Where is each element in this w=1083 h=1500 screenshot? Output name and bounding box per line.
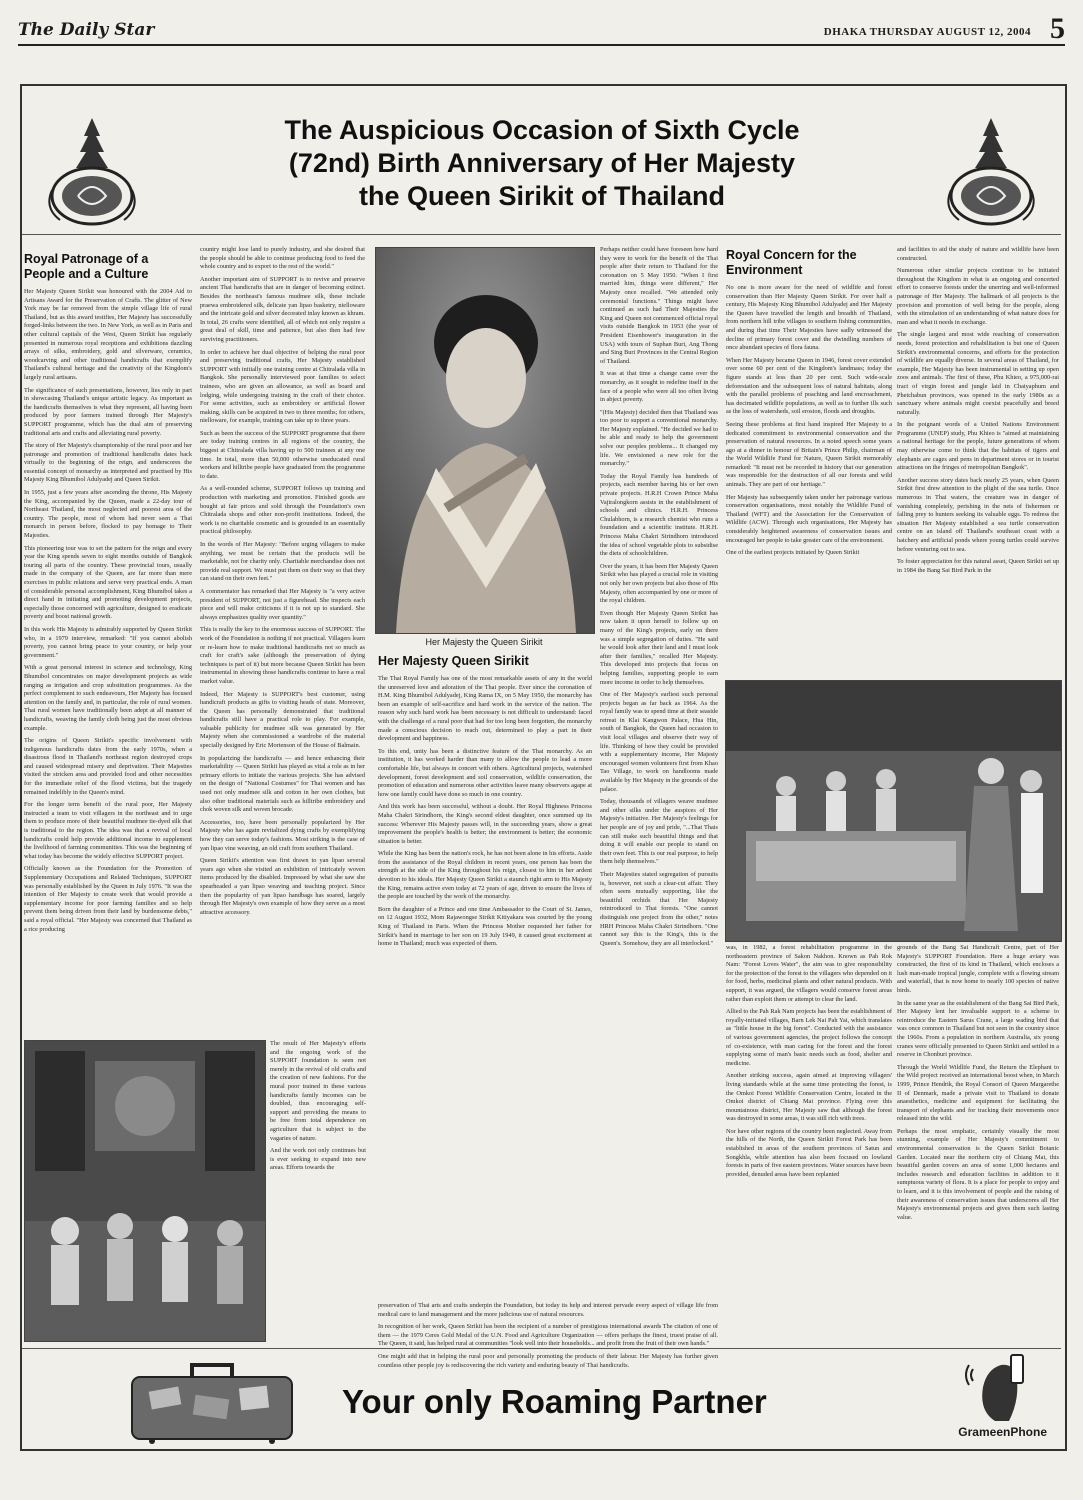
- section-title: Royal Concern for the Environment: [726, 248, 857, 277]
- exhibition-scene-icon: [726, 681, 1061, 941]
- paragraph: With a great personal interest in science and technology, King Bhumibol concentrates on major development projects as wide ranging as irrigation and crop substitution programmes. As the perfect complement to such endeavours, Her Majesty has focused attention on the family and, in particular, the role of rural women. Thai rural women have traditionally been adept at all manner of handicrafts, weaving the family cloth being just the most obvious example.: [24, 664, 192, 732]
- grameenphone-logo-icon: [965, 1351, 1035, 1425]
- article-her-majesty-cont: [600, 246, 718, 1298]
- paragraph: To this end, unity has been a distinctive feature of the Thai monarchy. As an institution, it has worked harder than many to allow the people to lead a more comfortable life, but always in concert with others. Agricultural projects, watershed development, forest development and soil conservation, wildlife conservation, the promotion of education and numerous other activities leave many observers agape at how one family could have done so much in one country.: [378, 747, 592, 798]
- photo-royal-reception: [24, 1040, 266, 1342]
- article-crafts-recognition: [378, 1302, 718, 1369]
- paragraph: Perhaps neither could have foreseen how hard they were to work for the benefit of the Thai people after their return to Thailand for the coronation on 5 May 1950. "When I first married him, things were different," Her Majesty once recalled. "We attended only ceremonial functions." Things might have continued as such had Their Majesties the King and Queen not commenced official royal visits outside Bangkok in 1953 (the year of President Eisenhower's inauguration in the USA) with tours of Suphan Buri, Ang Thong and Sing Buri Provinces in the Central Region of Thailand.: [600, 246, 718, 365]
- ad-brand-name: GrameenPhone: [958, 1425, 1047, 1439]
- reception-scene-icon: [25, 1041, 265, 1341]
- royal-crest-right-icon: [941, 116, 1041, 226]
- paragraph: Accessories, too, have been personally popularized by Her Majesty who has again revitalized dying crafts by exemplifying how they can serve today's fashions. Most striking is the case of yan lipao vine weaving, an old craft from southern Thailand.: [200, 818, 365, 852]
- paragraph: Indeed, Her Majesty is SUPPORT's best customer, using handicraft products as gifts to visiting heads of state. Moreover, the Queen has personally demonstrated that traditional handicrafts still have a practical role to play. For example, valuable publicity for mudmee silk was generated by Her Majesty when she commissioned a wardrobe of the material specially designed by Eric Mortenson of the House of Balmain.: [200, 690, 365, 750]
- paragraph: In order to achieve her dual objective of helping the rural poor and preserving traditional crafts, Her Majesty established SUPPORT with initially one training centre at Chitralada villa in Bangkok. She personally interviewed poor families to select trainees, who are given an allowance, as well as board and lodging, while undergoing training in the craft of their choice. For some activities, such as embroidery or artificial flower making, skills can be acquired in two to three months; for others, nielloware, for example, training can take up to three years.: [200, 348, 365, 425]
- paragraph: Their Majesties stated segregation of pursuits is, however, not such a clear-cut affair. They often seem mutually supporting, like the beautiful orchids that Her Majesty reintroduced to Thai forests. "One cannot distinguish one project from the other," notes HRH Princess Maha Chakri Sirindhorn. "One cannot say this is the King's, this is the Queen's. Somehow, they are all interlocked.": [600, 870, 718, 947]
- paragraph: "(His Majesty) decided then that Thailand was too poor to support a conventional monarchy. Her Majesty explained. "He decided we had to be able and ready to help the government solve our peoples problems... It changed my life. We envisioned a new role for the monarchy.": [600, 408, 718, 468]
- paragraph: For the longer term benefit of the rural poor, Her Majesty instructed a team to visit villagers in the northeast and to urge them to produce more of their beautiful mudmee tie-dyed silk that is traditional to the region. The idea was that a revival of local handicrafts could help provide additional income to supplement the livelihood of farming communities. This was the beginning of what today has become the widely effective SUPPORT project.: [24, 801, 192, 860]
- photo-caption: Her Majesty the Queen Sirikit: [425, 637, 543, 647]
- paragraph: Numerous other similar projects continue to be initiated throughout the Kingdom in what is an ongoing and concerted effort to conserve forests under the unerring and well-informed patronage of Her Majesty. The hallmark of all projects is the provision and promotion of well being for the people, along with the stimulation of an understanding of what nature does for man and what it needs in exchange.: [897, 267, 1059, 326]
- paragraph: This pioneering tour was to set the pattern for the reign and every year the King spends seven to eight months outside of Bangkok touring all parts of the country. These provincial tours, usually made in the company of the Queen, are far more than mere exercises in public relations and serve very practical ends. A man of considerable personal accomplishment, King Bhumibol takes a direct hand in initiating and promoting development projects, especially those concerned with agriculture, designed to eradicate poverty and boost national growth.: [24, 544, 192, 621]
- paragraph: Even though Her Majesty Queen Sirikit has now taken it upon herself to follow up on many of the King's projects, early on there was a simple segregation of duties. "He said he would look after their land and I must look after their families," recalled Her Majesty. This developed into projects that focus on helping families, supporting people to earn more income in order to help themselves.: [600, 609, 718, 686]
- paragraph: Such as been the success of the SUPPORT programme that there are today training centres in all regions of the country, the biggest at Chitralada villa having up to 500 trainees at any one time. In total, more than 50,000 otherwise uneducated rural workers and hilltribe people have graduated from the programme to date.: [200, 429, 365, 480]
- supplement-headline: The Auspicious Occasion of Sixth Cycle (72nd) Birth Anniversary of Her Majesty the Queen Sirikit of Thailand: [284, 115, 800, 211]
- paragraph: grounds of the Bang Sai Handicraft Centre, part of Her Majesty's SUPPORT Foundation. Here a huge aviary was constructed, the first of its kind in Thailand, which encloses a lush man-made tropical jungle, complete with a flowing stream and waterfall, that is now home to nearly 100 species of native birds.: [897, 944, 1059, 994]
- royal-crest-left-icon: [42, 116, 142, 226]
- page-number: 5: [1050, 12, 1065, 45]
- paragraph: In the poignant words of a United Nations Environment Programme (UNEP) study, Phu Khieo is "aimed at maintaining a national heritage for the people, future generations of whom may otherwise come to think that the habitats of tigers and elephants are cages and pens in department stores or in tourist attractions on the fringes of metropolitan Bangkok".: [897, 421, 1059, 472]
- luggage-icon: [122, 1357, 302, 1443]
- paragraph: One of Her Majesty's earliest such personal projects began as far back as 1964. As the royal family was to spend time at their seaside retreat in Klai Kangwon Palace, Hua Hin, south of Bangkok, the Queen had occasion to visit local villages and observe their way of life. Thinking of how they could be provided with a supplementary income, Her Majesty encouraged women volunteers first from Khao Tao Village, to work on handlooms made available by Her Majesty in the grounds of the palace.: [600, 691, 718, 793]
- paragraph: Her Majesty has subsequently taken under her patronage various conservation organisations, most notably the Wildlife Fund of Thailand (WFT) and the Association for the Conservation of Wildlife (ACW). Through such organisations, Her Majesty has considerably heightened awareness of conservation issues and encouraged her people to take greater care of the environment.: [726, 493, 892, 544]
- paragraph: The single largest and most wide reaching of conservation needs, forest protection and rehabilitation is but one of Queen Sirikit's environmental concerns, and efforts for the protection of wildlife are equally diverse. In several areas of Thailand, for example, Her Majesty has been instrumental in setting up open zoos and animals. The first of these, Phu Khieo, a 975,000-rai tract of virgin forest and jungle laid in Chaiyaphum and Phetchabun provinces, was opened in the early 1980s as a sanctuary where animals might coexist peacefully and breed naturally.: [897, 331, 1059, 416]
- paragraph: One might add that in helping the rural poor and personally promoting the products of their labour. Her Majesty has further given countless other people joy is rediscovering the rich variety and enduring beauty of Thai handicrafts.: [378, 1352, 718, 1369]
- paragraph: The origins of Queen Sirikit's specific involvement with indigenous handicrafts dates from the early 1970s, when a disastrous flood in Thailand's northeast region destroyed crops and caused widespread misery and deprivation. Their Majesties visited the stricken area and provided food and other necessities for the immediate relief of the flood victims, but the tragedy remained indelibly in the Queen's mind.: [24, 737, 192, 796]
- supplement-header: [22, 86, 1061, 235]
- paragraph: To foster appreciation for this natural asset, Queen Sirikit set up in 1984 the Bang Sai Bird Park in the: [897, 558, 1059, 574]
- masthead: [18, 12, 1065, 46]
- section-title: Her Majesty Queen Sirikit: [378, 654, 529, 668]
- section-title: Royal Patronage of a People and a Culture: [24, 252, 149, 281]
- paragraph: In recognition of her work, Queen Sirikit has been the recipient of a number of prestigious international awards The citation of one of them — the 1979 Ceres Gold Medal of the U.N. Food and Agriculture Organization — offers perhaps the finest, truest praise of all. The Queen, it said, has helped rural at communities "look well into their households... and profit from the fruit of their own hands.": [378, 1323, 718, 1348]
- paragraph: Another success story dates back nearly 25 years, when Queen Sirikit first drew attention to the plight of the sea turtle. Once numerous in Thai waters, the creature was in danger of vanishing completely, perishing in the nets of fishermen or falling prey to hunters seeking its valuable eggs. To redress the situation Her Majesty established a sea turtle conservation centre on an island off Thailand's southeast coast with a hatchery and artificial ponds where young turtles could survive before venturing out to sea.: [897, 476, 1059, 553]
- article-royal-patronage-cont: [200, 246, 365, 1036]
- paragraph: country might lose land to purely industry, and she desired that the people should be able to continue producing food to feed the whole country and to export to the rest of the world.": [200, 246, 365, 271]
- paragraph: was, in 1982, a forest rehabilitation programme in the northeastern province of Sakon Nakhon. Known as Pah Rok Nam: "Forest Loves Water", the aim was to give responsibility for the protection of the forest to the villagers who depended on it for food, herbs, medicinal plants and other natural products. With support, it was argued, the villagers would conserve forest areas rather than exploit them or attempt to clear the land.: [726, 944, 892, 1003]
- paragraph: and facilities to aid the study of nature and wildlife have been constructed.: [897, 246, 1059, 262]
- article-environment-cont: [897, 246, 1059, 671]
- paragraph: Through the World Wildlife Fund, the Return the Elephant to the Wild project received an international boost when, in March 1999, Prince Hendrik, the Royal Consort of Queen Margarethe II of Denmark, made a private visit to Thailand to donate anaesthetics, medicine and equipment for facilitating the transport of elephants and for tracking their movements once released into the wild.: [897, 1063, 1059, 1123]
- newspaper-title: The Daily Star: [18, 20, 155, 40]
- article-forest-rehabilitation: [726, 944, 892, 1342]
- paragraph: Officially known as the Foundation for the Promotion of Supplementary Occupations and Related Techniques, SUPPORT was personally established by the Queen in July 1976. "It was the intention of Her Majesty to create work that would provide a supplementary income for poor farming families and so help prevent them being driven from their land by burdensome debts," said a royal official. "Her Majesty was concerned that Thailand as a rice producing: [24, 865, 192, 933]
- paragraph: As a well-rounded scheme, SUPPORT follows up training and production with marketing and promotion. Finished goods are bought at fair prices and sold through the Foundation's own Chitralada shops and other non-profit institutions. Indeed, the work is no charitable cosmetic and is grounded in an essentially practical philosophy.: [200, 485, 365, 536]
- paragraph: Today the Royal Family has hundreds of projects, each member having his or her own private projects. H.R.H Crown Prince Maha Vajiralongkorn assists in the establishment of schools and clinics. H.R.H. Princess Chulabhorn, is a research chemist who runs a foundation and a scientific institute. H.R.H. Princess Maha Chakri Sirindhorn introduced the idea of school vegetable plots to subsidise the diets of schoolchildren.: [600, 472, 718, 558]
- paragraph: Another striking success, again aimed at improving villagers' living standards while at the same time protecting the forest, is the Omkoi Forest Wildlife Conservation Centre, located in the Omkoi district of Chiang Mai province. Flying over this mountainous district, Her Majesty saw that although the forest was destroyed in some areas, it was still rich with trees.: [726, 1072, 892, 1123]
- article-her-majesty: [378, 654, 592, 1298]
- paragraph: Perhaps the most emphatic, certainly visually the most stunning, example of Her Majesty's commitment to environmental conservation is the Queen Sirikit Botanic Garden. Located near the northern city of Chiang Mai, this beautiful garden covers an area of some 1,000 hectares and includes research and education facilities in addition to it sumptuous variety of flora. It is a place for people to enjoy and to learn, and it is this involvement of people and the raising of their awareness of conservation issues that underscores all Her Majesty's environmental projects and gives them such lasting value.: [897, 1127, 1059, 1221]
- paragraph: Her Majesty Queen Sirikit was honoured with the 2004 Aid to Artisans Award for the Preservation of Crafts. The glitter of New York may be far removed from the simple village life of rural Thailand, but as this award testifies, Her Majesty has successfully forged-links between the two. In New York, as well as in Paris and other cultural capitals of the West, Queen Sirikit has regularly presented in numerous royal receptions and exhibitions dazzling arrays of silks, embroidery, gold and silverware, ceramics, woodcarving and other traditional handicrafts that exemplify Thailand's cultural heritage and the creativity of the Kingdom's largely rural artisans.: [24, 288, 192, 381]
- queen-portrait-icon: [376, 248, 594, 633]
- paragraph: The result of Her Majesty's efforts and the ongoing work of the SUPPORT foundation is seen not merely in the revival of old crafts and the creation of new fashions. For the mural poor trained in these various handicrafts family incomes can be doubled, thus encouraging self-support and providing the means to be free from total dependence on agriculture that is subject to the vagaries of nature.: [270, 1040, 366, 1142]
- paragraph: In 1955, just a few years after ascending the throne, His Majesty the King, accompanied by the Queen, made a 22-day tour of Northeast Thailand, the most neglected and poorest area of the country. The people, most of whom had never seen a Thai monarch in person before, flocked to pay homage to Their Majesties.: [24, 489, 192, 540]
- ad-slogan: Your only Roaming Partner: [342, 1383, 767, 1420]
- article-wildlife-projects: [897, 944, 1059, 1342]
- grameenphone-advertisement: [22, 1348, 1061, 1446]
- paragraph: In the words of Her Majesty: "Before urging villagers to make anything, we must be certain that the products will be marketable, not for charity only. Charitable merchandise does not provide real support. We must put them on their way so that they can stand on their own feet.": [200, 541, 366, 583]
- paragraph: Born the daughter of a Prince and one time Ambassador to the Court of St. James, on 12 August 1932, Mom Rajawongse Sirikit Kitiyakara was courted by the young King of Thailand in Paris. When the Princess Mother requested her father for Sirikit's hand in marriage to her son on 19 July 1949, it caused great excitement at home in Thailand; much was expected of them.: [378, 905, 592, 948]
- issue-date: DHAKA THURSDAY AUGUST 12, 2004: [823, 26, 1031, 38]
- paragraph: And this work has been successful, without a doubt. Her Royal Highness Princess Maha Chakri Sirindhorn, the King's second eldest daughter, once summed up its success: Wherever His Majesty passes will, in the succeeding years, show a great improvement the people's health is better; the environment is better; the economic situation is better.: [378, 803, 592, 845]
- paragraph: Nor have other regions of the country been neglected. Away from the hills of the North, the Queen Sirikit Forest Park has been established in areas of the southern provinces of Satun and Songkhla, while attention has also been focused on lowland forests in parts of five eastern provinces. Water sources have been provided, denuded areas have been replanted: [726, 1127, 893, 1178]
- paragraph: One of the earliest projects initiated by Queen Sirikit: [726, 549, 860, 557]
- paragraph: A commentator has remarked that Her Majesty is "a very active president of SUPPORT, not just a figurehead. She inspects each piece and will make criticisms if it is not up to standard. She always emphasizes quality over quantity.": [200, 587, 365, 621]
- paragraph: The Thai Royal Family has one of the most remarkable assets of any in the world the unreserved love and adoration of the Thai people. Ever since the coronation of H.M. King Bhumibol Adulyadej, King Rama IX, on 5 May 1950, the monarchy has been an example of self-sacrifice and hard work in the service of the nation. The reason why such hard work has been necessary is not difficult to understand: faced with the challenge of a rural poor that had for too long been forgotten, the monarchy made a conscious decision to reach out, determined to play a part in their development and happiness.: [378, 675, 592, 743]
- paragraph: This is really the key to the enormous success of SUPPORT. The work of the Foundation is nothing if not practical. Villagers learn or re-learn how to make traditional handicrafts not so much as craft for craft's sake (although the preservation of dying techniques is part of it) but more because Queen Sirikit has been instrumental in showing those handicrafts continue to have a real market value.: [200, 626, 365, 685]
- paragraph: In this work His Majesty is admirably supported by Queen Sirikit who, in a 1979 interview, remarked: "If you cannot abolish poverty, you cannot bring peace to your country, or help your government.": [24, 625, 192, 659]
- paragraph: And the work not only continues but is ever seeking to expand into new areas. Efforts towards the: [270, 1147, 366, 1172]
- photo-queen-portrait: [375, 247, 595, 634]
- paragraph: Allied to the Pah Rak Nam projects has been the establishment of royally-initiated villages, Barn Lek Nai Pah Yai, which translates as "little house in the big forest". Conducted with the assistance of various government agencies, the project follows the concept of co-existence, with man caring for the forest and the forest supplying some of man's basic needs such as food, shelter and medicine.: [726, 1008, 892, 1067]
- paragraph: The story of Her Majesty's championship of the rural poor and her patronage and promotion of traditional handicrafts dates back virtually to the beginning of the reign, and underscores the essential concept of monarchy as interpreted and practised by His Majesty King Bhumibol Adulyadej and Queen Sirikit.: [24, 442, 192, 484]
- paragraph: Today, thousands of villagers weave mudmee and other silks under the auspices of Her Majesty's initiative. Her Majesty's feelings for her people are of joy and pride, "...That Thais can still make such beautiful things and that doing it will enable our people to stand on their own feet. This is our real purpose, to help them help themselves.": [600, 798, 718, 866]
- paragraph: No one is more aware for the need of wildlife and forest conservation than Her Majesty Queen Sirikit. For over half a century, His Majesty King Bhumibol Adulyadej and Her Majesty the Queen have travelled the length and breadth of Thailand, from northern hill tribe villages to southern fishing communities, and during that time Their Majesties have sadly witnessed the decline of primary forest cover and the dwindling numbers of once abundant species of flora fauna.: [726, 284, 892, 352]
- paragraph: The significance of such presentations, however, lies only in part in showcasing Thailand's unique artistic legacy. As important as the handicrafts themselves is what they represent, all having been produced by poor farmers trained through Her Majesty's SUPPORT programme, which has the dual aim of preserving traditional arts and crafts and alleviating rural poverty.: [24, 386, 192, 437]
- paragraph: When Her Majesty became Queen in 1946, forest cover extended over some 60 per cent of the Kingdom's landmass; today the figure stands at less than 20 per cent. Such wide-scale deforestation and the subsequent loss of natural habitats, along with the parallel problems of poaching and land encroachment, has decimated wildlife populations, as well as to further ills such as the loss of watersheds, soil erosion, floods and droughts.: [726, 356, 892, 416]
- paragraph: While the King has been the nation's rock, he has not been alone in his efforts. Aside from the assistance of the Royal children in recent years, one person has been the strength at the side of the King throughout his reign, closest to him in her ardent devotion to his ideals. Her Majesty Queen Sirikit a staunch right arm to His Majesty the King, remains active even today at 72 years of age, driven to ensure the lives of the people are touched by the work of the monarchy.: [378, 850, 592, 901]
- paragraph: In popularizing the handicrafts — and hence enhancing their marketability — Queen Sirikit has played as vital a role as in her primary efforts to initiate the various projects. She has advised on the design of "National Costumes" for Thai women and has used not only mudmee silk and cotton in her own clothes, but also other traditional materials such as hilltribe embroidery and chok woven silk and woven brocade.: [200, 754, 365, 814]
- paragraph: In the same year as the establishment of the Bang Sai Bird Park, Her Majesty lent her invaluable support to a scheme to reintroduce the Eastern Sarus Crane, a large wading bird that was once common in Thailand but not seen in the country since the 1960s. From a population in northern Australia, six young cranes were officially presented to Queen Sirikit and settled in a reserve in Chonburi province.: [897, 999, 1059, 1059]
- paragraph: Another important aim of SUPPORT is to revive and preserve ancient Thai handicrafts that are in danger of becoming extinct. Besides the northeast's famous mudmee silk, these include praewa embroidered silk, delicate yan lipao basketry, nielloware and the intricate gold and silver decorated inlay known as khram. In total, 26 crafts were identified, all of which not only require a great deal of skill, time and patience, but also then had few surviving practitioners.: [200, 275, 365, 343]
- article-royal-patronage-end: [270, 1040, 366, 1340]
- paragraph: It was at that time a change came over the monarchy, as it sought to redefine itself in the face of a people who were all too often living in abject poverty.: [600, 370, 718, 404]
- paragraph: Seeing these problems at first hand inspired Her Majesty to a dedicated commitment to environmental conservation and the preservation of natural resources. In a noted speech some years ago at a dinner in honour of Britain's Prince Philip, chairman of the World Wildlife Fund for Nature, Queen Sirikit memorably remarked: "It must not be recorded in history that our generation was responsible for the destruction of all our forests and wild animals. They are part of our heritage.": [726, 420, 892, 489]
- photo-royal-exhibition: [725, 680, 1062, 942]
- paragraph: Over the years, it has been Her Majesty Queen Sirikit who has played a crucial role in visiting not only her own projects but also those of His Majesty, often accompanied by one or more of the royal children.: [600, 562, 718, 605]
- article-environment: [726, 248, 892, 673]
- paragraph: preservation of Thai arts and crafts underpin the Foundation, but today its help and interest pervade every aspect of village life from medical care to land management and the more judicious use of natural resources.: [378, 1302, 718, 1318]
- paragraph: Queen Sirikit's attention was first drawn to yan lipao several years ago when she visited an exhibition of intricately woven items produced by the disabled. Impressed by what she saw she spearheaded a yan lipao weaving and teaching project. Since then the popularity of yan lipao handbags has soared, largely through Her Majesty's own example of how they serve as a most attractive accessory.: [200, 857, 365, 916]
